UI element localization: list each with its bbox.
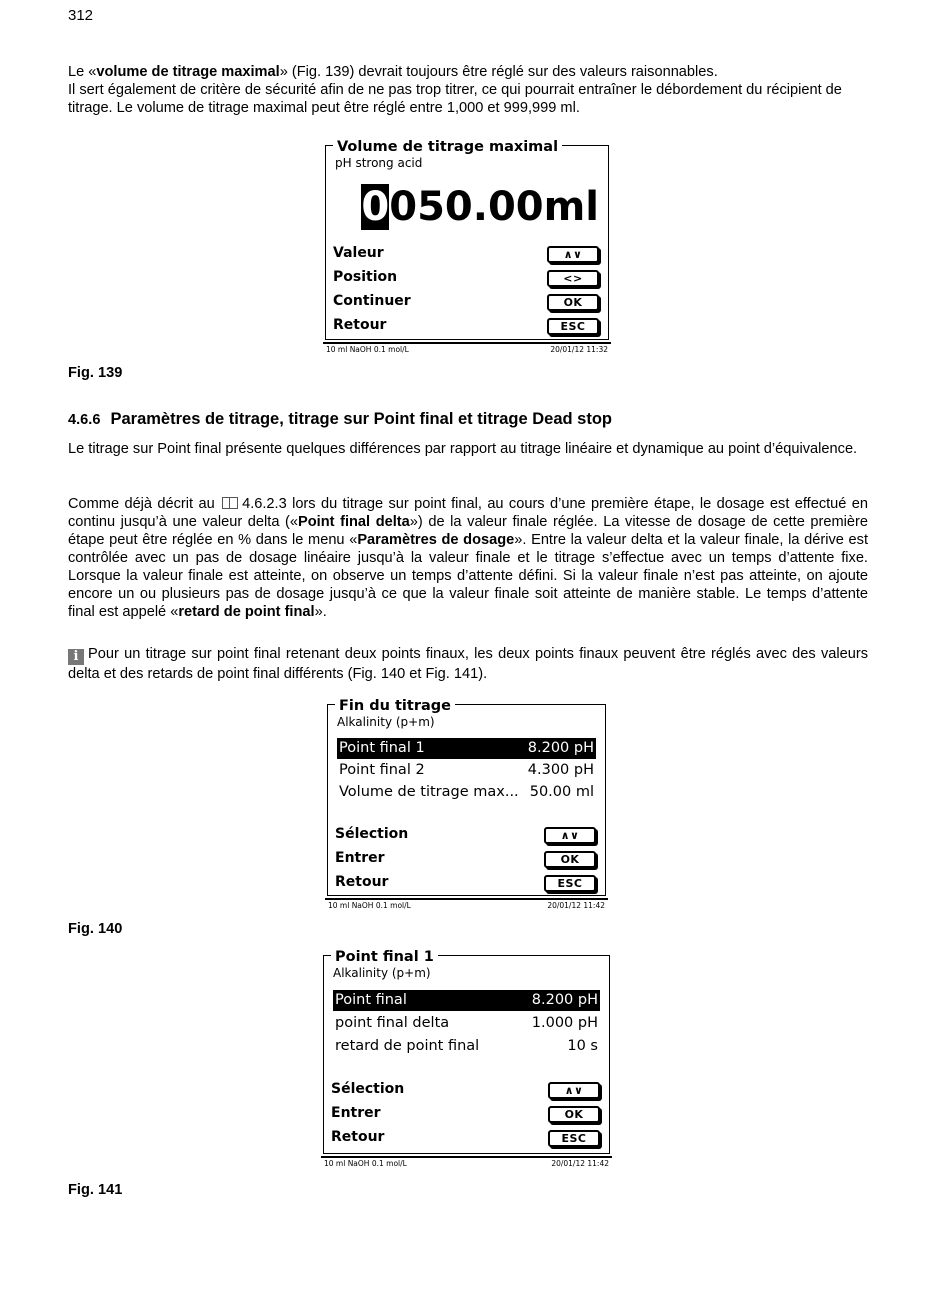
fig139-value: 0050.00ml	[361, 184, 599, 230]
book-icon	[222, 497, 238, 509]
fig140-status-right: 20/01/12 11:42	[547, 901, 605, 910]
fig140-menu-retour: Retour	[335, 874, 389, 890]
fig139-statusbar	[323, 342, 611, 354]
fig139-label: Fig. 139	[68, 365, 123, 381]
fig140-subtitle: Alkalinity (p+m)	[337, 715, 435, 729]
fig140-ok-key[interactable]: OK	[544, 851, 596, 868]
info-icon: i	[68, 649, 84, 665]
fig140-row-volume-max[interactable]: Volume de titrage max... 50.00 ml	[339, 784, 594, 800]
fig141-label: Fig. 141	[68, 1182, 123, 1198]
fig141-menu-retour: Retour	[331, 1129, 385, 1145]
intro-line-2: Il sert également de critère de sécurité afin de ne pas trop titrer, ce qui pourrait entraîner le débordement du récipient de titrage. Le volume de titrage maximal peut être réglé entre 1,000 et 999,999 ml.	[68, 82, 842, 116]
fig139-esc-key[interactable]: ESC	[547, 318, 599, 335]
fig141-ok-key[interactable]: OK	[548, 1106, 600, 1123]
fig139-title: Volume de titrage maximal	[333, 139, 562, 155]
fig140-menu-selection: Sélection	[335, 826, 409, 842]
section-title: Paramètres de titrage, titrage sur Point final et titrage Dead stop	[110, 410, 613, 428]
fig139-status-right: 20/01/12 11:32	[550, 345, 608, 354]
fig139-ok-key[interactable]: OK	[547, 294, 599, 311]
section-heading	[68, 410, 612, 429]
fig140-esc-key[interactable]: ESC	[544, 875, 596, 892]
fig139-menu-continuer: Continuer	[333, 293, 411, 309]
fig140-screen	[325, 698, 608, 910]
page-number: 312	[68, 7, 94, 24]
fig140-up-down-key[interactable]: ∧∨	[544, 827, 596, 844]
fig141-subtitle: Alkalinity (p+m)	[333, 966, 431, 980]
fig141-up-down-key[interactable]: ∧∨	[548, 1082, 600, 1099]
fig140-row-point-final-2[interactable]: Point final 2 4.300 pH	[339, 762, 594, 778]
fig139-menu-retour: Retour	[333, 317, 387, 333]
fig139-subtitle: pH strong acid	[335, 156, 423, 170]
paragraph-2: Comme déjà décrit au 4.6.2.3 lors du titrage sur point final, au cours d’une première étape, le dosage est effectué en continu jusqu’à une valeur delta («Point final delta») de la valeur finale réglée. La vitesse de dosage de cette première étape peut être réglée en % dans le menu «Paramètres de dosage». Entre la valeur delta et la valeur finale, la dérive est contrôlée avec un pas de dosage linéaire jusqu’à la valeur finale et le titrage s’effectue avec un temps d’attente fixe. Lorsque la valeur finale est atteinte, on observe un temps d’attente défini. Si la valeur finale n’est pas atteinte, on ajoute encore un ou plusieurs pas de dosage jusqu’à ce que la valeur finale soit atteinte de manière stable. Le temps d’attente final est appelé «retard de point final».	[68, 496, 869, 620]
intro-bold-term: volume de titrage maximal	[96, 64, 280, 80]
fig141-row-point-final-delta[interactable]: point final delta 1.000 pH	[335, 1015, 598, 1031]
paragraph-3: i Pour un titrage sur point final retenant deux points finaux, les deux points finaux peuvent être réglés avec des valeurs delta et des retards de point final différents (Fig. 140 et Fig. 141).	[68, 646, 868, 682]
section-number: 4.6.6	[68, 412, 101, 428]
fig139-value-cursor[interactable]: 0	[361, 184, 390, 230]
fig140-status-left: 10 ml NaOH 0.1 mol/L	[328, 901, 411, 910]
fig141-status-left: 10 ml NaOH 0.1 mol/L	[324, 1159, 407, 1168]
fig140-title: Fin du titrage	[335, 698, 455, 714]
fig140-statusbar	[325, 898, 608, 910]
paragraph-1: Le titrage sur Point final présente quelques différences par rapport au titrage linéaire et dynamique au point d’équivalence.	[68, 441, 858, 457]
fig139-unit: ml	[543, 184, 599, 230]
fig141-menu-selection: Sélection	[331, 1081, 405, 1097]
fig141-statusbar	[321, 1156, 612, 1168]
intro-paragraph	[68, 63, 868, 117]
fig141-screen	[321, 949, 612, 1168]
fig139-screen	[323, 139, 611, 354]
fig141-esc-key[interactable]: ESC	[548, 1130, 600, 1147]
fig139-up-down-key[interactable]: ∧∨	[547, 246, 599, 263]
fig141-row-retard[interactable]: retard de point final 10 s	[335, 1038, 598, 1054]
fig139-menu-valeur: Valeur	[333, 245, 384, 261]
fig140-label: Fig. 140	[68, 921, 123, 937]
fig140-row-point-final-1[interactable]: Point final 1 8.200 pH	[337, 738, 596, 759]
fig141-row-point-final[interactable]: Point final 8.200 pH	[333, 990, 600, 1011]
fig139-menu-position: Position	[333, 269, 398, 285]
fig139-status-left: 10 ml NaOH 0.1 mol/L	[326, 345, 409, 354]
fig140-menu-entrer: Entrer	[335, 850, 385, 866]
fig141-menu-entrer: Entrer	[331, 1105, 381, 1121]
intro-line-1: Le «volume de titrage maximal» (Fig. 139) devrait toujours être réglé sur des valeurs raisonnables.	[68, 64, 718, 80]
fig141-status-right: 20/01/12 11:42	[551, 1159, 609, 1168]
fig141-title: Point final 1	[331, 949, 438, 965]
fig139-left-right-key[interactable]: <>	[547, 270, 599, 287]
